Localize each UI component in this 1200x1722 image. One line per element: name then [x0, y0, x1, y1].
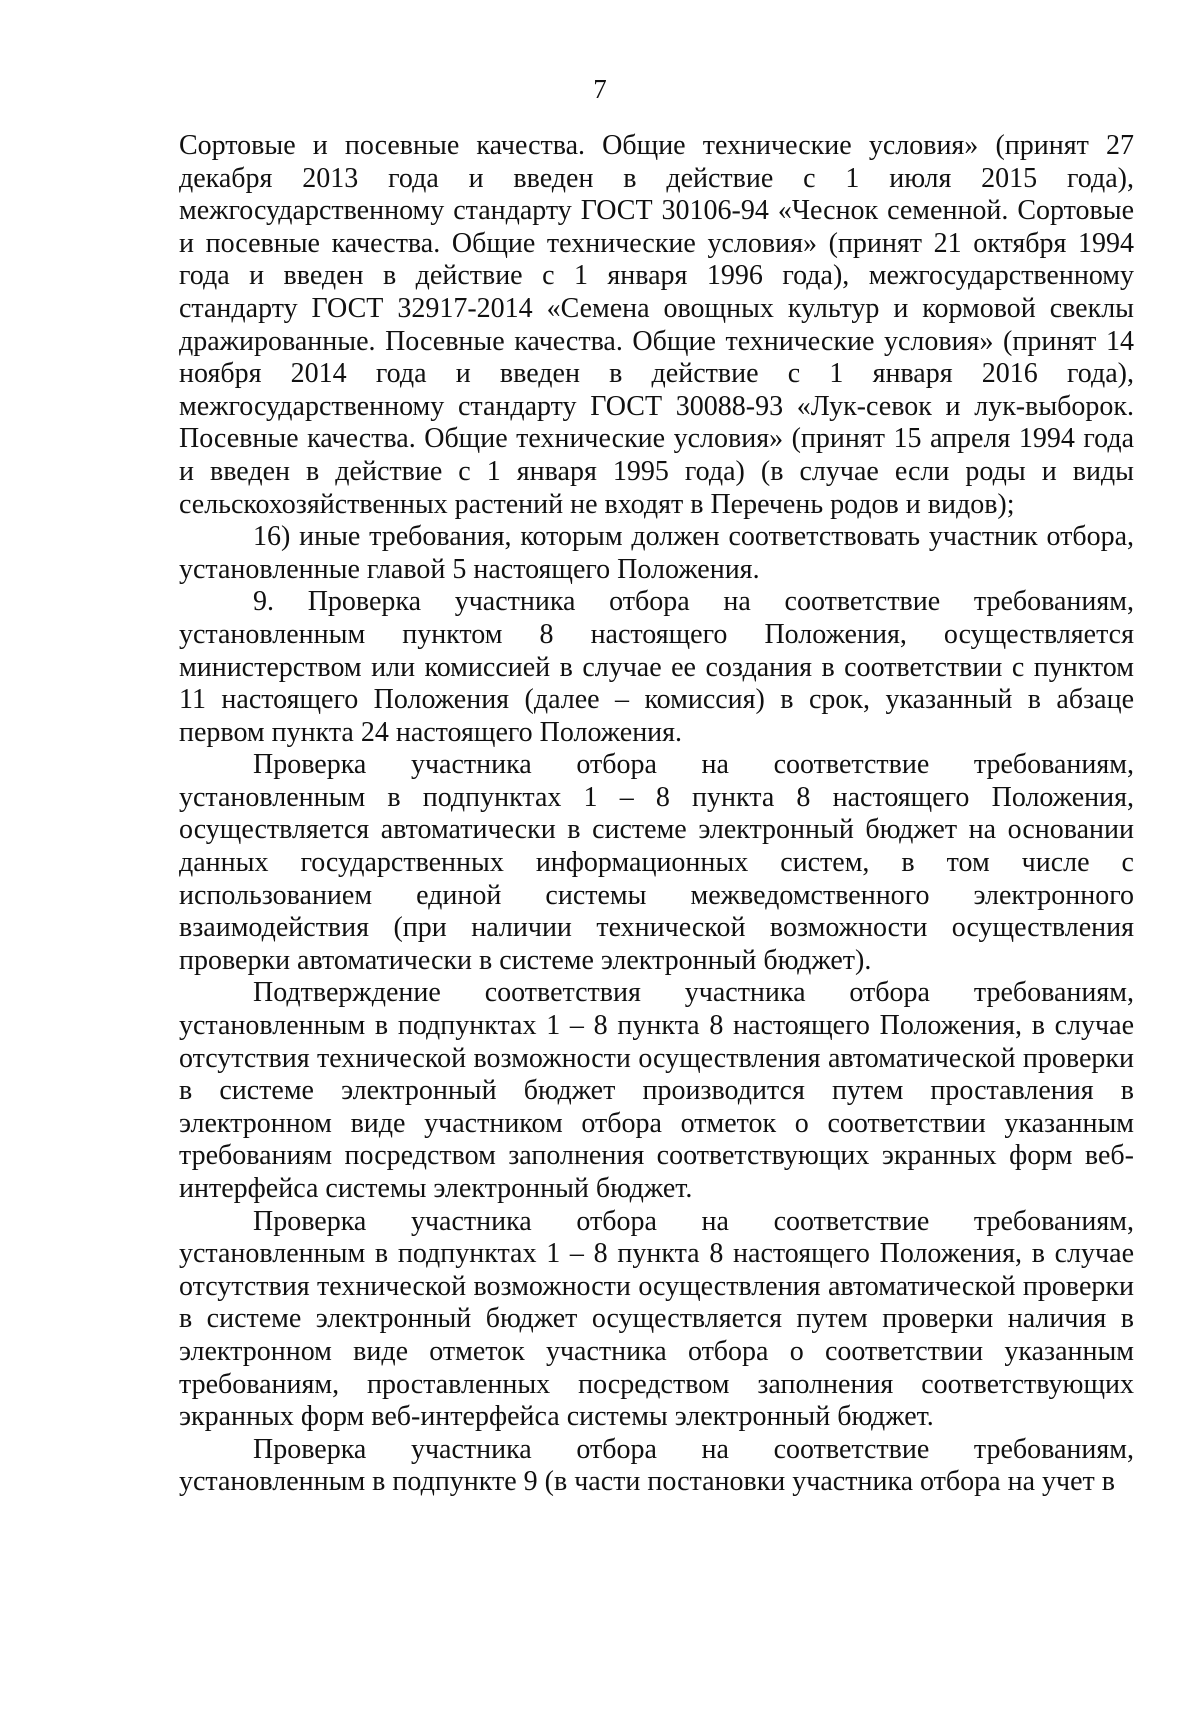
paragraph-automatic-check: Проверка участника отбора на соответствие требованиям, установленным в подпунктах 1 – 8 пункта 8 настоящего Положения, осуществляется автоматически в системе электронный бюджет на основании данных государственных информационных систем, в том числе с использованием единой системы межведомственного электронного взаимодействия (при наличии технической возможности осуществления проверки автоматически в системе электронный бюджет). [179, 749, 1134, 976]
paragraph-subitem-9-check: Проверка участника отбора на соответствие требованиям, установленным в подпункте 9 (в части постановки участника отбора на учет в [179, 1433, 1134, 1498]
paragraph-manual-check: Проверка участника отбора на соответствие требованиям, установленным в подпунктах 1 – 8 пункта 8 настоящего Положения, в случае отсутствия технической возможности осуществления автоматической проверки в системе электронный бюджет осуществляется путем проверки наличия в электронном виде отметок участника отбора о соответствии указанным требованиям, проставленных посредством заполнения соответствующих экранных форм веб-интерфейса системы электронный бюджет. [179, 1205, 1134, 1433]
paragraph-gost-standards: Сортовые и посевные качества. Общие технические условия» (принят 27 декабря 2013 года и введен в действие с 1 июля 2015 года), межгосударственному стандарту ГОСТ 30106-94 «Чеснок семенной. Сортовые и посевные качества. Общие технические условия» (принят 21 октября 1994 года и введен в действие с 1 января 1996 года), межгосударственному стандарту ГОСТ 32917-2014 «Семена овощных культур и кормовой свеклы дражированные. Посевные качества. Общие технические условия» (принят 14 ноября 2014 года и введен в действие с 1 января 2016 года), межгосударственному стандарту ГОСТ 30088-93 «Лук-севок и лук-выборок. Посевные качества. Общие технические условия» (принят 15 апреля 1994 года и введен в действие с 1 января 1995 года) (в случае если роды и виды сельскохозяйственных растений не входят в Перечень родов и видов); [179, 130, 1134, 520]
paragraph-confirmation: Подтверждение соответствия участника отбора требованиям, установленным в подпунктах 1 – 8 пункта 8 настоящего Положения, в случае отсутствия технической возможности осуществления автоматической проверки в системе электронный бюджет производится путем проставления в электронном виде участником отбора отметок о соответствии указанным требованиям посредством заполнения соответствующих экранных форм веб-интерфейса системы электронный бюджет. [179, 977, 1134, 1204]
paragraph-point-9: 9. Проверка участника отбора на соответствие требованиям, установленным пунктом 8 настоящего Положения, осуществляется министерством или комиссией в случае ее создания в соответствии с пунктом 11 настоящего Положения (далее – комиссия) в срок, указанный в абзаце первом пункта 24 настоящего Положения. [179, 586, 1134, 748]
document-body [179, 130, 1134, 1499]
page-number: 7 [593, 74, 607, 104]
paragraph-item-16: 16) иные требования, которым должен соответствовать участник отбора, установленные главой 5 настоящего Положения. [179, 521, 1134, 585]
